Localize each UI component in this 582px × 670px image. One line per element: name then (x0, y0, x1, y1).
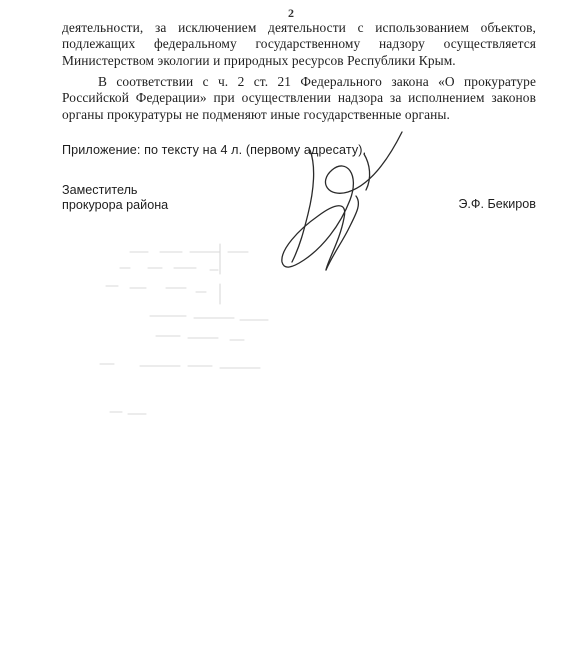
signatory-name: Э.Ф. Бекиров (458, 197, 536, 211)
attachment-pages: 4 (220, 143, 228, 157)
attachment-suffix: л. (первому адресату). (231, 143, 367, 157)
page-number: 2 (288, 6, 294, 20)
attachment-prefix: Приложение: по тексту на (62, 143, 217, 157)
paragraph-1-text: деятельности, за исключением деятельности с использованием объектов, подлежащих федеральному государственному надзору осуществляется Министерством экологии и природных ресурсов Республики Крым. (62, 20, 536, 68)
paragraph-2-text: В соответствии с ч. 2 ст. 21 Федерального закона «О прокуратуре Российской Федерации» при осуществлении надзора за исполнением законов органы прокуратуры не подменяют иные государственные органы. (62, 74, 536, 122)
position-line-1: Заместитель (62, 183, 138, 197)
paragraph-1 (62, 20, 536, 69)
bleed-through-marks (70, 240, 330, 440)
position-line-2: прокурора района (62, 197, 169, 212)
paragraph-2 (62, 74, 536, 123)
signatory-position (62, 183, 168, 212)
